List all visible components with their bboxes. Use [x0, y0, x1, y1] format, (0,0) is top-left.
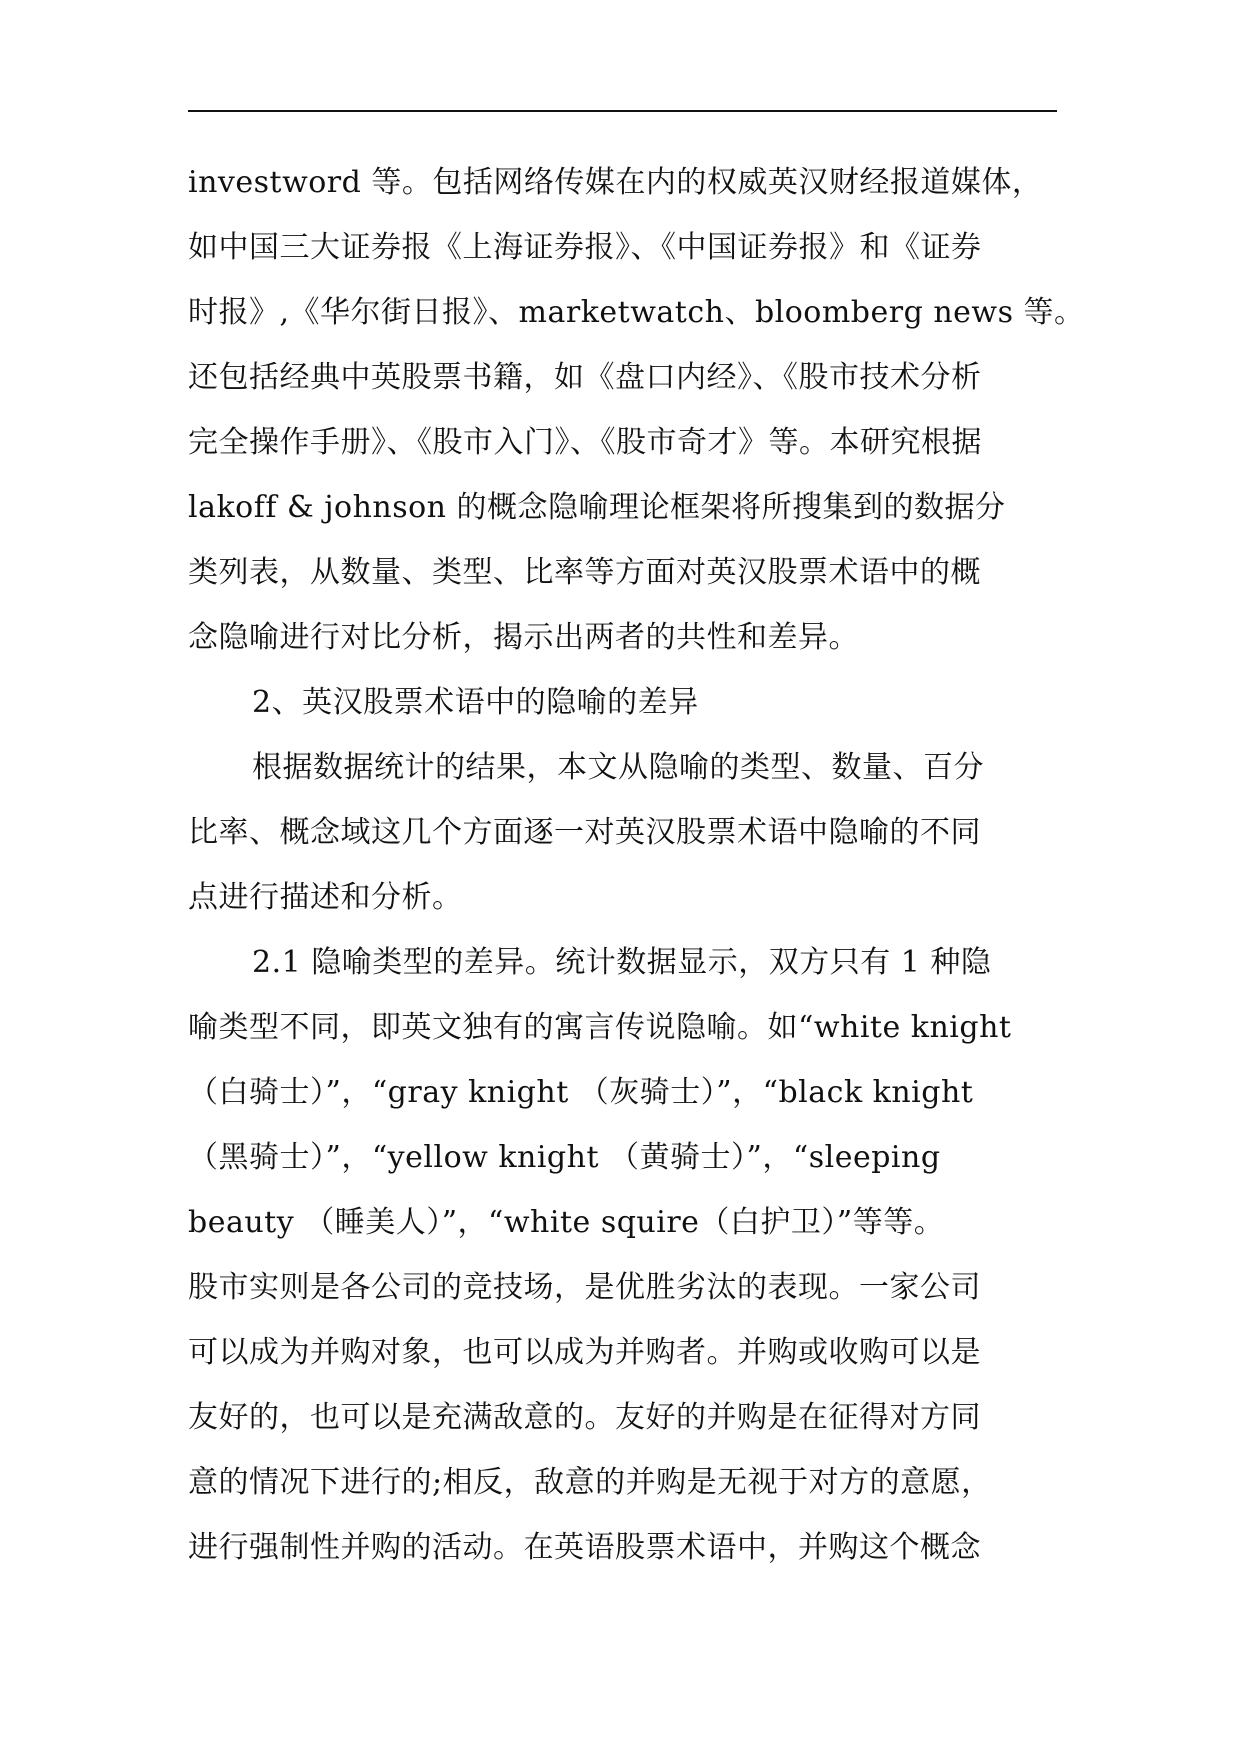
text-line: 类列表，从数量、类型、比率等方面对英汉股票术语中的概 — [188, 555, 981, 590]
text-line: beauty （睡美人）”，“white squire（白护卫）”等等。 — [188, 1205, 945, 1240]
text-line: （黑骑士）”，“yellow knight （黄骑士）”，“sleeping — [188, 1140, 941, 1175]
text-line: 完全操作手册》、《股市入门》、《股市奇才》等。本研究根据 — [188, 425, 982, 460]
section-heading: 2、英汉股票术语中的隐喻的差异 — [252, 685, 699, 720]
text-line: 时报》,《华尔街日报》、marketwatch、bloomberg news 等。 — [188, 295, 1085, 330]
text-line: 点进行描述和分析。 — [188, 880, 463, 915]
text-line: 还包括经典中英股票书籍，如《盘口内经》、《股市技术分析 — [188, 360, 982, 395]
header-rule — [188, 110, 1057, 112]
text-line: 可以成为并购对象，也可以成为并购者。并购或收购可以是 — [188, 1335, 981, 1370]
text-line: 根据数据统计的结果，本文从隐喻的类型、数量、百分 — [252, 750, 984, 785]
text-line: 念隐喻进行对比分析，揭示出两者的共性和差异。 — [188, 620, 859, 655]
text-line: lakoff & johnson 的概念隐喻理论框架将所搜集到的数据分 — [188, 490, 1006, 525]
text-line: 友好的，也可以是充满敌意的。友好的并购是在征得对方同 — [188, 1400, 981, 1435]
text-line: 喻类型不同，即英文独有的寓言传说隐喻。如“white knight — [188, 1010, 1012, 1045]
text-line: investword 等。包括网络传媒在内的权威英汉财经报道媒体， — [188, 165, 1043, 200]
text-line: 进行强制性并购的活动。在英语股票术语中，并购这个概念 — [188, 1530, 981, 1565]
text-line: 如中国三大证券报《上海证券报》、《中国证券报》和《证券 — [188, 230, 982, 265]
text-line: 意的情况下进行的;相反，敌意的并购是无视于对方的意愿， — [188, 1465, 992, 1500]
document-body — [188, 150, 1085, 1580]
text-line: 比率、概念域这几个方面逐一对英汉股票术语中隐喻的不同 — [188, 815, 981, 850]
subsection-heading-line: 2.1 隐喻类型的差异。统计数据显示，双方只有 1 种隐 — [252, 945, 992, 980]
text-line: （白骑士）”，“gray knight （灰骑士）”，“black knight — [188, 1075, 974, 1110]
text-line: 股市实则是各公司的竞技场，是优胜劣汰的表现。一家公司 — [188, 1270, 981, 1305]
